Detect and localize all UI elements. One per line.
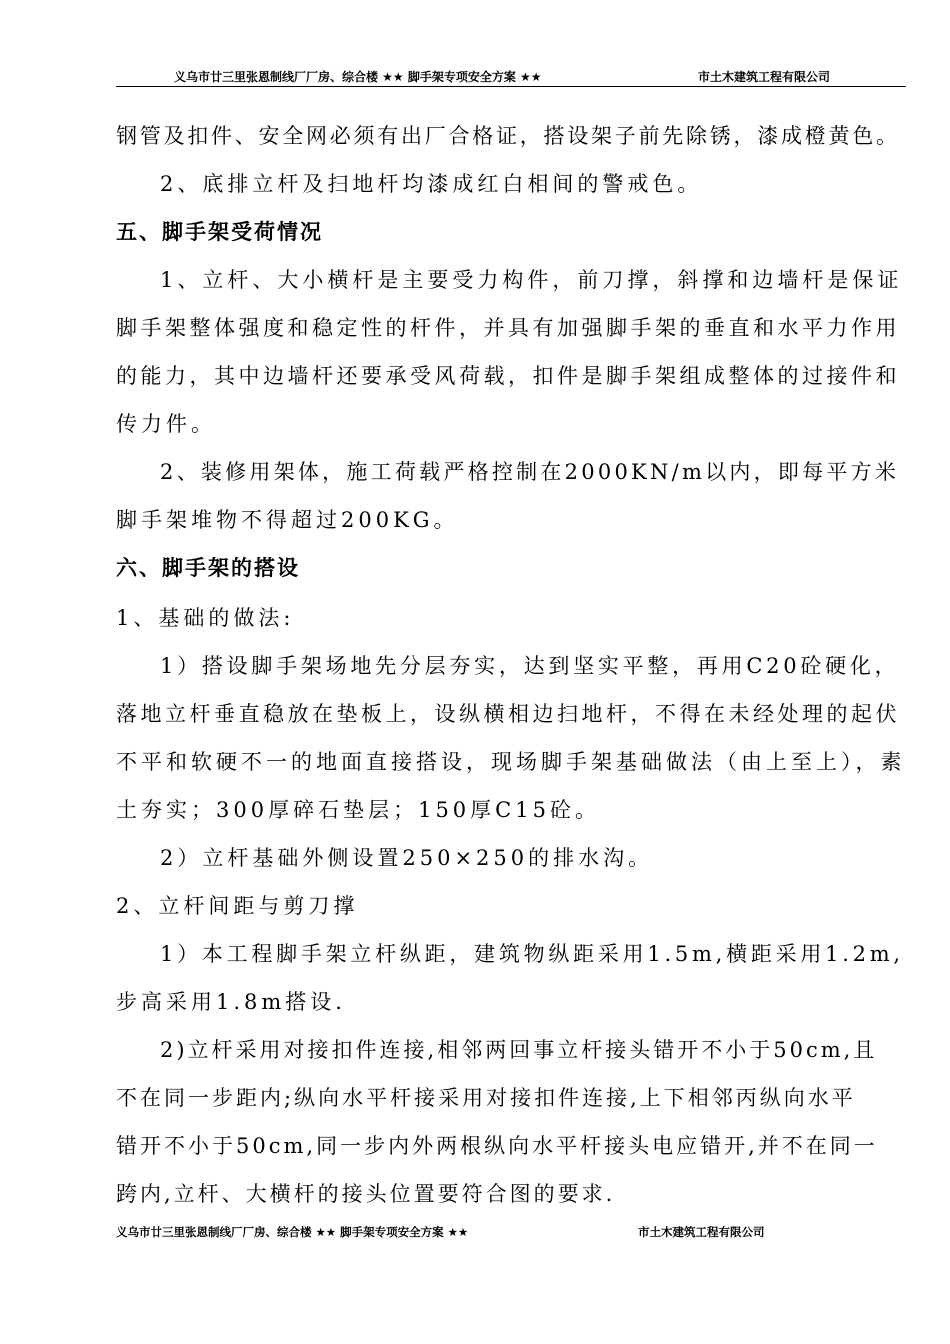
paragraph-line: 脚手架整体强度和稳定性的杆件，并具有加强脚手架的垂直和水平力作用: [116, 316, 900, 340]
paragraph-line: 不平和软硬不一的地面直接搭设，现场脚手架基础做法（由上至上），素: [116, 750, 906, 774]
paragraph-line: 钢管及扣件、安全网必须有出厂合格证，搭设架子前先除锈，漆成橙黄色。: [116, 124, 900, 148]
footer-project-title: 义乌市廿三里张恩制线厂厂房、综合楼 ★★ 脚手架专项安全方案 ★★: [116, 1225, 469, 1239]
paragraph-line: 1、立杆、大小横杆是主要受力构件，前刀撑，斜撑和边墙杆是保证: [160, 268, 903, 292]
paragraph-line: 1）本工程脚手架立杆纵距，建筑物纵距采用1.5m,横距采用1.2m,: [160, 942, 904, 966]
paragraph-line: 1、基础的做法:: [116, 606, 295, 630]
paragraph-line: 步高采用1.8m搭设.: [116, 990, 346, 1014]
section-heading-5: 五、脚手架受荷情况: [116, 220, 323, 244]
paragraph-line: 的能力，其中边墙杆还要承受风荷载，扣件是脚手架组成整体的过接件和: [116, 364, 900, 388]
paragraph-line: 2、装修用架体，施工荷载严格控制在2000KN/m以内，即每平方米: [160, 460, 900, 484]
paragraph-line: 传力件。: [116, 412, 216, 436]
page-footer: [116, 1222, 906, 1242]
footer-company-name: 市土木建筑工程有限公司: [638, 1225, 765, 1239]
paragraph-line: 1）搭设脚手架场地先分层夯实，达到坚实平整，再用C20砼硬化，: [160, 654, 900, 678]
section-heading-6: 六、脚手架的搭设: [116, 556, 300, 580]
paragraph-line: 错开不小于50cm,同一步内外两根纵向水平杆接头电应错开,并不在同一: [116, 1134, 878, 1158]
paragraph-line: 2）立杆基础外侧设置250×250的排水沟。: [160, 846, 654, 870]
paragraph-line: 2、立杆间距与剪刀撑: [116, 894, 359, 918]
paragraph-line: 落地立杆垂直稳放在垫板上，设纵横相边扫地杆，不得在未经处理的起伏: [116, 702, 900, 726]
header-project-title: 义乌市廿三里张恩制线厂厂房、综合楼 ★★ 脚手架专项安全方案 ★★: [174, 70, 542, 84]
paragraph-line: 2)立杆采用对接扣件连接,相邻两回事立杆接头错开不小于50cm,且: [160, 1038, 878, 1062]
paragraph-line: 不在同一步距内;纵向水平杆接采用对接扣件连接,上下相邻丙纵向水平: [116, 1086, 856, 1110]
paragraph-line: 脚手架堆物不得超过200KG。: [116, 508, 459, 532]
paragraph-line: 2、底排立杆及扫地杆均漆成红白相间的警戒色。: [160, 172, 703, 196]
header-company-name: 市土木建筑工程有限公司: [698, 70, 831, 84]
page-header: [116, 64, 906, 87]
paragraph-line: 跨内,立杆、大横杆的接头位置要符合图的要求.: [116, 1182, 616, 1206]
paragraph-line: 土夯实；300厚碎石垫层；150厚C15砼。: [116, 798, 600, 822]
